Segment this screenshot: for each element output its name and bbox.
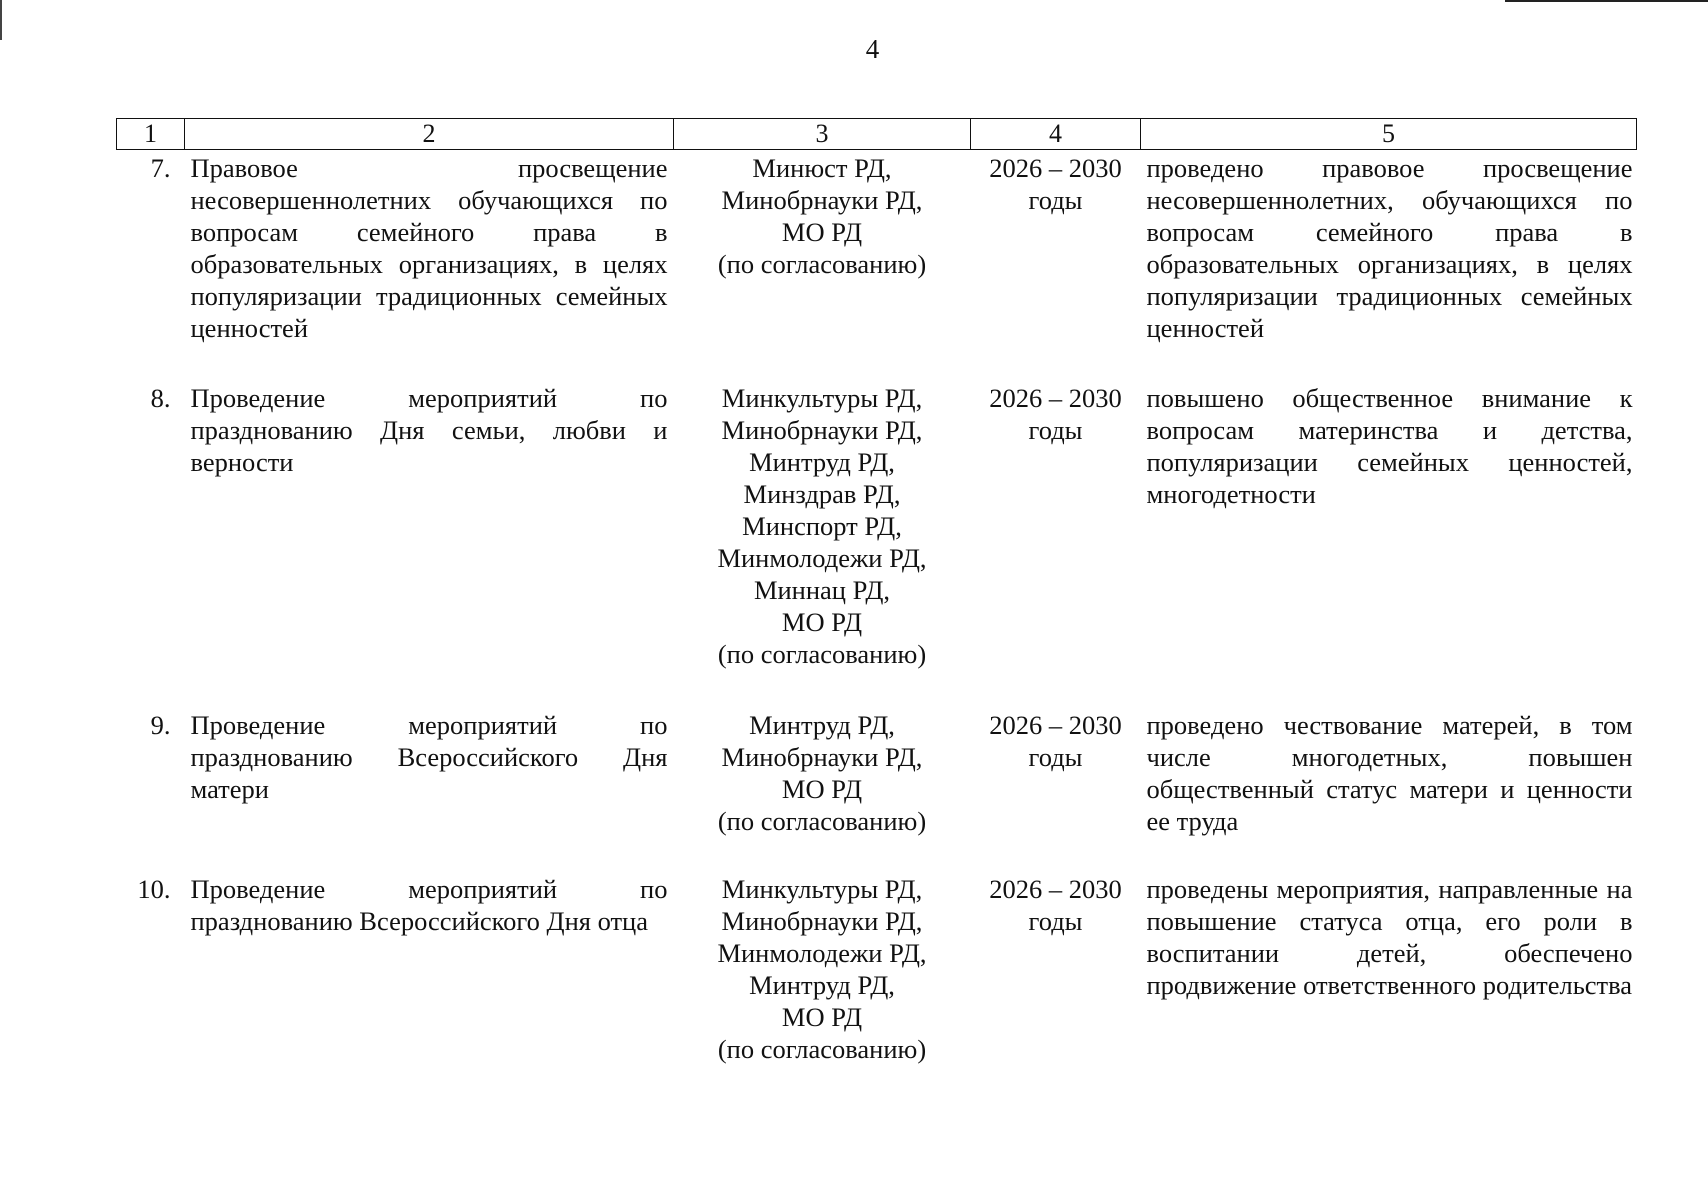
- row-action: Проведение мероприятий по празднованию Всероссийского Дня матери: [190, 710, 668, 804]
- row-term: [971, 871, 1141, 1093]
- row-result: повышено общественное внимание к вопросам материнства и детства, популяризации семейных ценностей, многодетности: [1146, 383, 1633, 509]
- table-row: [117, 380, 1637, 707]
- term-years: 2026 – 2030: [989, 874, 1122, 904]
- row-number: 10.: [137, 874, 171, 904]
- executor: Минмолодежи РД,: [717, 938, 927, 968]
- executor: Минкультуры РД,: [721, 874, 923, 904]
- row-number: 8.: [150, 383, 171, 413]
- executor: МО РД: [781, 1002, 863, 1032]
- row-executors: [674, 150, 971, 381]
- plan-table-container: [116, 118, 1636, 1093]
- executor: (по согласованию): [717, 806, 927, 836]
- table-row: [117, 871, 1637, 1093]
- page-number: 4: [865, 34, 880, 64]
- executor: Минздрав РД,: [743, 479, 901, 509]
- executor: Минобрнауки РД,: [721, 185, 923, 215]
- executor: Минтруд РД,: [749, 447, 895, 477]
- row-term: [971, 380, 1141, 707]
- row-number: 9.: [150, 710, 171, 740]
- row-executors: [674, 380, 971, 707]
- executor: Минобрнауки РД,: [721, 415, 923, 445]
- plan-table: [116, 118, 1637, 1093]
- executor: Минюст РД,: [752, 153, 892, 183]
- column-number-4: 4: [971, 119, 1141, 150]
- executor: МО РД: [781, 217, 863, 247]
- row-executors: [674, 707, 971, 871]
- term-unit: годы: [1028, 742, 1083, 772]
- row-number: 7.: [150, 153, 171, 183]
- executor: МО РД: [781, 607, 863, 637]
- row-term: [971, 150, 1141, 381]
- executor: Минмолодежи РД,: [717, 543, 927, 573]
- executor: Минтруд РД,: [749, 710, 895, 740]
- row-result: проведено правовое просвещение несовершеннолетних, обучающихся по вопросам семейного права в образовательных организациях, в целях популяризации традиционных семейных ценностей: [1146, 153, 1633, 343]
- term-years: 2026 – 2030: [989, 153, 1122, 183]
- executor: МО РД: [781, 774, 863, 804]
- term-years: 2026 – 2030: [989, 710, 1122, 740]
- column-number-3: 3: [674, 119, 971, 150]
- row-result: проведено чествование матерей, в том числе многодетных, повышен общественный статус матери и ценности ее труда: [1146, 710, 1633, 836]
- executor: Минобрнауки РД,: [721, 742, 923, 772]
- executor: (по согласованию): [717, 639, 927, 669]
- row-result: проведены мероприятия, направленные на повышение статуса отца, его роли в воспитании детей, обеспечено продвижение ответственного родительства: [1146, 874, 1633, 1000]
- table-header-row: [117, 119, 1637, 150]
- term-unit: годы: [1028, 906, 1083, 936]
- term-unit: годы: [1028, 415, 1083, 445]
- executor: Минспорт РД,: [742, 511, 902, 541]
- table-row: [117, 707, 1637, 871]
- table-row: [117, 150, 1637, 381]
- executor: (по согласованию): [717, 249, 927, 279]
- row-executors: [674, 871, 971, 1093]
- column-number-1: 1: [117, 119, 185, 150]
- scan-edge-top: [1505, 0, 1708, 2]
- row-action: Проведение мероприятий по празднованию Дня семьи, любви и верности: [190, 383, 668, 477]
- row-action: Правовое просвещение несовершеннолетних обучающихся по вопросам семейного права в образовательных организациях, в целях популяризации традиционных семейных ценностей: [190, 153, 668, 343]
- term-years: 2026 – 2030: [989, 383, 1122, 413]
- executor: Минобрнауки РД,: [721, 906, 923, 936]
- column-number-5: 5: [1141, 119, 1637, 150]
- row-action: Проведение мероприятий по празднованию Всероссийского Дня отца: [190, 874, 668, 936]
- executor: Минтруд РД,: [749, 970, 895, 1000]
- executor: Минкультуры РД,: [721, 383, 923, 413]
- row-term: [971, 707, 1141, 871]
- term-unit: годы: [1028, 185, 1083, 215]
- executor: (по согласованию): [717, 1034, 927, 1064]
- executor: Миннац РД,: [753, 575, 891, 605]
- column-number-2: 2: [185, 119, 674, 150]
